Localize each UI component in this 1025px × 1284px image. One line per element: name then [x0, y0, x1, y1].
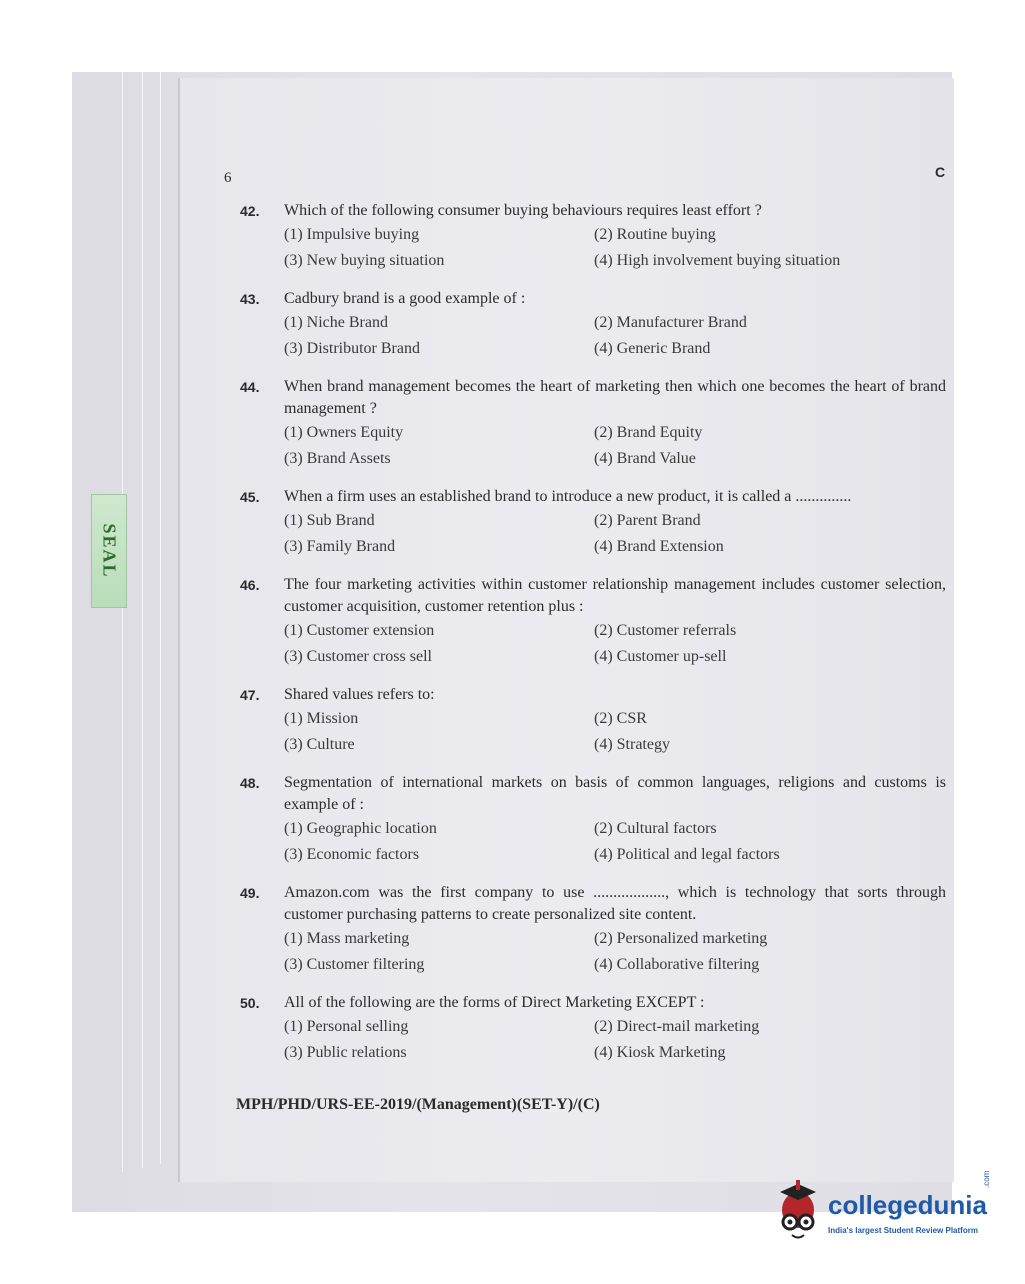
answer-options [284, 1014, 946, 1066]
question-body [284, 200, 946, 274]
answer-options [284, 618, 946, 670]
question-text: Shared values refers to: [284, 686, 435, 703]
answer-option: (4) Brand Value [594, 450, 696, 467]
graduate-mascot-icon [770, 1180, 825, 1240]
answer-option: (4) Generic Brand [594, 340, 711, 357]
answer-option: (1) Niche Brand [284, 314, 388, 331]
answer-option: (2) CSR [594, 710, 647, 727]
question-body [284, 882, 946, 978]
answer-option: (1) Sub Brand [284, 512, 375, 529]
answer-option: (3) New buying situation [284, 252, 445, 269]
question-body [284, 992, 946, 1066]
brand-domain: .com [982, 1170, 991, 1188]
sheet-edge [160, 72, 161, 1164]
question-text: Amazon.com was the first company to use .................., which is technology that sorts through customer purchasing patterns to create personalized site content. [284, 884, 946, 923]
answer-option: (2) Routine buying [594, 226, 716, 243]
question-text: The four marketing activities within customer relationship management includes customer selection, customer acquisition, customer retention plus : [284, 576, 946, 615]
question-number: 42. [240, 203, 260, 219]
question-text: When a firm uses an established brand to introduce a new product, it is called a .............. [284, 488, 852, 505]
question-44 [240, 376, 946, 472]
question-50 [240, 992, 946, 1066]
question-number: 46. [240, 577, 260, 593]
answer-options [284, 926, 946, 978]
brand-tagline: India's largest Student Review Platform [828, 1226, 978, 1235]
answer-options [284, 222, 946, 274]
question-42 [240, 200, 946, 274]
answer-options [284, 310, 946, 362]
question-body [284, 486, 946, 560]
seal-sticker [91, 494, 127, 608]
brand-name: collegedunia [828, 1190, 987, 1220]
answer-option: (2) Direct-mail marketing [594, 1018, 760, 1035]
answer-option: (4) High involvement buying situation [594, 252, 841, 269]
paper-code: MPH/PHD/URS-EE-2019/(Management)(SET-Y)/(C) [236, 1096, 600, 1113]
question-number: 45. [240, 489, 260, 505]
answer-option: (3) Distributor Brand [284, 340, 420, 357]
question-46 [240, 574, 946, 670]
answer-option: (2) Brand Equity [594, 424, 703, 441]
answer-option: (3) Customer filtering [284, 956, 425, 973]
answer-option: (2) Cultural factors [594, 820, 717, 837]
page-number: 6 [224, 170, 232, 186]
collegedunia-watermark [770, 1170, 1005, 1250]
answer-option: (4) Brand Extension [594, 538, 724, 555]
answer-options [284, 706, 946, 758]
answer-option: (4) Collaborative filtering [594, 956, 760, 973]
answer-option: (3) Brand Assets [284, 450, 391, 467]
answer-option: (3) Customer cross sell [284, 648, 432, 665]
question-body [284, 684, 946, 758]
answer-option: (3) Family Brand [284, 538, 396, 555]
answer-option: (3) Culture [284, 736, 355, 753]
sheet-edge [142, 72, 143, 1168]
answer-option: (4) Kiosk Marketing [594, 1044, 726, 1061]
sheet-edge [122, 72, 123, 1172]
question-text: All of the following are the forms of Direct Marketing EXCEPT : [284, 994, 705, 1011]
answer-option: (1) Owners Equity [284, 424, 404, 441]
answer-option: (3) Public relations [284, 1044, 407, 1061]
question-number: 49. [240, 885, 260, 901]
answer-option: (2) Personalized marketing [594, 930, 768, 947]
question-45 [240, 486, 946, 560]
question-number: 43. [240, 291, 260, 307]
question-number: 47. [240, 687, 260, 703]
question-text: Which of the following consumer buying behaviours requires least effort ? [284, 202, 762, 219]
question-number: 44. [240, 379, 260, 395]
answer-option: (4) Customer up-sell [594, 648, 727, 665]
question-list [240, 200, 946, 1080]
answer-option: (1) Personal selling [284, 1018, 409, 1035]
question-49 [240, 882, 946, 978]
question-number: 48. [240, 775, 260, 791]
question-text: Cadbury brand is a good example of : [284, 290, 526, 307]
answer-option: (2) Parent Brand [594, 512, 701, 529]
question-body [284, 288, 946, 362]
answer-option: (2) Customer referrals [594, 622, 737, 639]
answer-option: (1) Impulsive buying [284, 226, 420, 243]
answer-option: (3) Economic factors [284, 846, 420, 863]
question-47 [240, 684, 946, 758]
question-number: 50. [240, 995, 260, 1011]
answer-option: (1) Customer extension [284, 622, 435, 639]
answer-options [284, 420, 946, 472]
answer-option: (4) Political and legal factors [594, 846, 780, 863]
seal-label: SEAL [99, 523, 120, 579]
answer-options [284, 816, 946, 868]
question-body [284, 376, 946, 472]
answer-option: (1) Geographic location [284, 820, 437, 837]
question-body [284, 772, 946, 868]
question-48 [240, 772, 946, 868]
question-43 [240, 288, 946, 362]
answer-option: (4) Strategy [594, 736, 670, 753]
question-text: Segmentation of international markets on basis of common languages, religions and customs is example of : [284, 774, 946, 813]
answer-option: (1) Mass marketing [284, 930, 410, 947]
answer-options [284, 508, 946, 560]
question-body [284, 574, 946, 670]
answer-option: (1) Mission [284, 710, 359, 727]
answer-option: (2) Manufacturer Brand [594, 314, 747, 331]
question-text: When brand management becomes the heart of marketing then which one becomes the heart of brand management ? [284, 378, 946, 417]
set-letter: C [935, 164, 946, 180]
